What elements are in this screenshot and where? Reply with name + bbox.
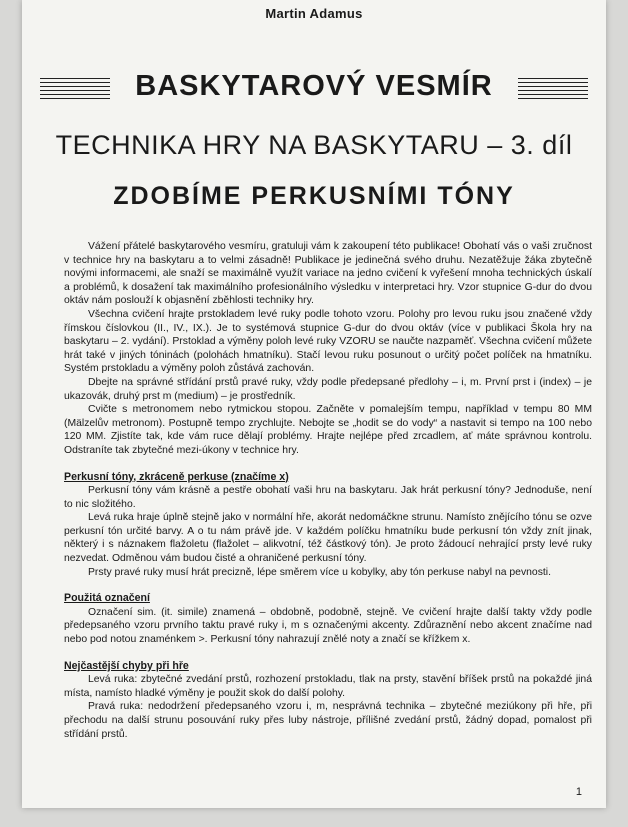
intro-paragraph: Dbejte na správné střídání prstů pravé ruky, vždy podle předepsané předlohy – i, m. První prst i (index) – je ukazovák, druhý prst m (medium) – je prostředník. [64,376,592,402]
series-title: BASKYTAROVÝ VESMÍR [135,70,493,102]
section-paragraph: Označení sim. (it. simile) znamená – obdobně, podobně, stejně. Ve cvičení hrajte další takty vždy podle předepsaného vzoru prvního taktu pravé ruky i, m s označenými akcenty. Zdůraznění nebo akcent značíme nad nebo pod notou znaménkem >. Perkusní tóny nahrazují znělé noty a značí se křížkem x. [64,606,592,646]
author-name: Martin Adamus [265,6,363,21]
document-page [22,0,606,808]
section-paragraph: Perkusní tóny vám krásně a pestře obohatí vaši hru na baskytaru. Jak hrát perkusní tóny? Jednoduše, není to nic složitého. [64,485,592,510]
section-paragraph: Pravá ruka: nedodržení předepsaného vzoru i, m, nesprávná technika – zbytečné meziúkony při hře, při přechodu na další strunu posouvání ruky přes luby nástroje, přílišné zvedání prstů, žádný dopad, pomalost při střídání prstů. [64,701,592,740]
intro-paragraph: Cvičte s metronomem nebo rytmickou stopou. Začněte v pomalejším tempu, například v tempu 80 MM (Mälzelův metronom). Postupně tempo zrychlujte. Nebojte se „hodit se do vody“ a nastavit si tempo na 100 nebo 120 MM. Zjistíte tak, kde vám ruce dělají problémy. Hrajte nejlépe před zrcadlem, ať máte správnou kontrolu. Odstraníte tak zbytečné mezi-úkony v technice hry. [64,404,592,456]
section-paragraph: Levá ruka: zbytečné zvedání prstů, rozhození prstokladu, tlak na prsty, stavění bříšek prstů na pokaždé jiná místa, namísto hladké výměny je použit skok do další polohy. [64,674,592,699]
section-paragraph: Levá ruka hraje úplně stejně jako v normální hře, akorát nedomáčkne strunu. Namísto znějícího tónu se ozve perkusní tón určité barvy. A o tu nám právě jde. V každém políčku hmatníku bude perkusní tón vždy znít jinak, některý i s náznakem flažoletu (flažolet – alikvotní, též částkový tón). Je proto žádoucí nehrající prsty levé ruky nezvedat. Odměnou vám budou čisté a ohraničené perkusní tóny. [64,512,592,565]
decorative-rules-right [518,78,588,100]
section-heading: Nejčastější chyby při hře [64,659,189,672]
article-body [64,240,592,741]
intro-paragraph: Všechna cvičení hrajte prstokladem levé ruky podle tohoto vzoru. Polohy pro levou ruku jsou značené vždy římskou číslovkou (II., IV., IX.). Je to systémová stupnice G-dur do dvou oktáv (více v publikaci Škola hry na baskytaru – 2. vydání). Prstoklad a výměny poloh levé ruky VZORU se naučte nazpaměť. Všechna cvičení můžete hrát také v jiných tóninách (polohách hmatníku). Stačí levou ruku posunout o určitý počet políček na hmatníku. Systém prstokladu a výměny poloh zůstává zachován. [64,308,592,375]
section-heading: Použitá označení [64,592,150,605]
section-paragraph: Prsty pravé ruky musí hrát precizně, lépe směrem více u kobylky, aby tón perkuse nabyl na pevnosti. [88,566,551,578]
main-title: ZDOBÍME PERKUSNÍMI TÓNY [113,182,515,210]
page-number: 1 [575,786,582,798]
subtitle: TECHNIKA HRY NA BASKYTARU – 3. díl [55,130,573,160]
series-title-row [22,68,606,110]
section-heading: Perkusní tóny, zkráceně perkuse (značíme x) [64,470,289,483]
intro-paragraph: Vážení přátelé baskytarového vesmíru, gratuluji vám k zakoupení této publikace! Obohatí vás o vaši zručnost v technice hry na baskytaru a to velmi zásadně! Publikace je jedinečná svého druhu. Nezatěžuje žáka zbytečně novými informacemi, ale snaží se maximálně využít variace na jedno cvičení k vyřešení mnoha technických úskalí a problémů, k dosažení tak maximálního profesionálního výsledku v interpretaci hry. Vzor stupnice G-dur do dvou oktáv nám poslouží k objasnění zběhlosti techniky hry. [64,241,592,307]
